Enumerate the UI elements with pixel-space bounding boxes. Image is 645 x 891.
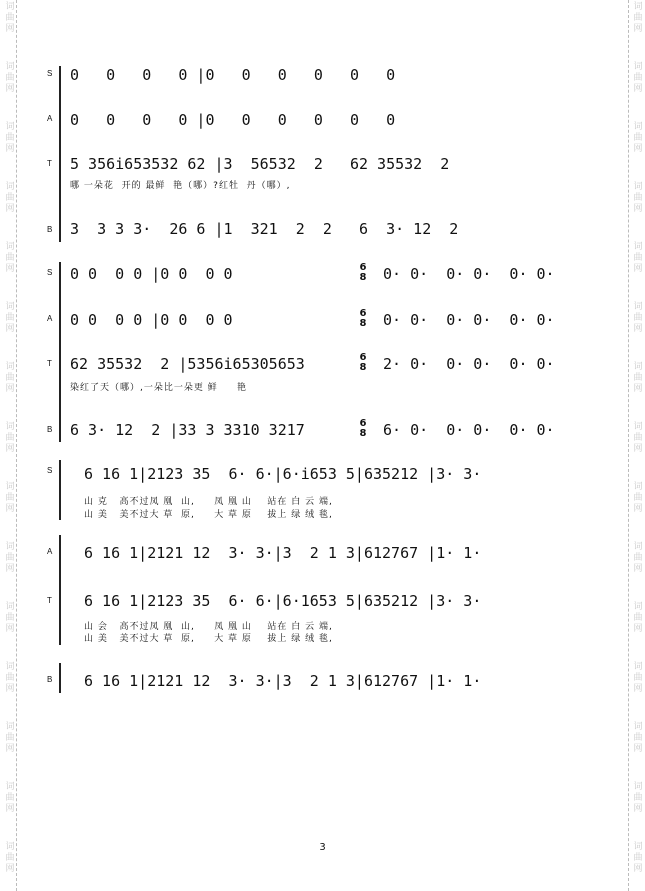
lyrics-t-3-line1: 山 会 高不过凤 凰 山, 凤 凰 山 站在 白 云 端, [84,622,333,632]
system-1-brace [59,66,61,242]
system-3-brace-at [59,535,61,645]
watermark-text: 词 曲 网 [5,782,15,814]
notes-t-1: 5 356i653532 62 |3 56532 2 62 35532 2 [70,155,450,173]
lyrics-t-1: 哪 一朵花 开的 最鲜 艳（哪）?红牡 丹（哪）, [70,181,291,191]
time-signature: 6 8 [359,308,367,329]
watermark-text: 词 曲 网 [5,242,15,274]
watermark-text: 词 曲 网 [5,122,15,154]
notes-a-3: 6 16 1|2121 12 3· 3·|3 2 1 3|612767 |1· 1· [84,544,482,562]
system-3-brace-s [59,460,61,520]
notes-s-2: 0 0 0 0 |0 0 0 0 [70,265,242,283]
watermark-text: 词 曲 网 [633,602,643,634]
watermark-text: 词 曲 网 [633,302,643,334]
time-signature: 6 8 [359,262,367,283]
notes-b-1: 3 3 3 3· 26 6 |1 321 2 2 6 3· 12 2 [70,220,459,238]
part-label-s: S [47,268,53,277]
time-signature: 6 8 [359,418,367,439]
part-label-s: S [47,466,53,475]
watermark-text: 词 曲 网 [5,62,15,94]
part-label-b: B [47,225,53,234]
lyrics-t-2: 染红了天（哪）,一朵比一朵更 鲜 艳 [70,383,248,393]
part-label-a: A [47,547,53,556]
notes-b-3: 6 16 1|2121 12 3· 3·|3 2 1 3|612767 |1· 1· [84,672,482,690]
notes-s-1: 0 0 0 0 |0 0 0 0 0 0 [70,66,396,84]
watermark-text: 词 曲 网 [5,2,15,34]
notes-b-2: 6 3· 12 2 |33 3 3310 3217 [70,421,305,439]
part-label-a: A [47,114,53,123]
notes-t-2-tail: 2· 0· 0· 0· 0· 0· [383,355,555,373]
watermark-text: 词 曲 网 [5,842,15,874]
notes-a-2: 0 0 0 0 |0 0 0 0 [70,311,242,329]
watermark-text: 词 曲 网 [633,122,643,154]
part-label-b: B [47,675,53,684]
watermark-text: 词 曲 网 [633,2,643,34]
watermark-text: 词 曲 网 [5,662,15,694]
watermark-text: 词 曲 网 [633,182,643,214]
watermark-text: 词 曲 网 [633,422,643,454]
watermark-text: 词 曲 网 [633,782,643,814]
notes-b-2-tail: 6· 0· 0· 0· 0· 0· [383,421,555,439]
watermark-text: 词 曲 网 [633,482,643,514]
lyrics-s-3-line1: 山 克 高不过凤 凰 山, 凤 凰 山 站在 白 云 端, [84,497,333,507]
watermark-text: 词 曲 网 [633,842,643,874]
watermark-text: 词 曲 网 [5,302,15,334]
watermark-text: 词 曲 网 [633,662,643,694]
system-2-brace [59,262,61,442]
notes-t-3: 6 16 1|2123 35 6· 6·|6·1653 5|635212 |3· 3· [84,592,482,610]
part-label-t: T [47,359,52,368]
part-label-t: T [47,596,52,605]
watermark-text: 词 曲 网 [5,542,15,574]
watermark-text: 词 曲 网 [633,62,643,94]
notes-s-3: 6 16 1|2123 35 6· 6·|6·i653 5|635212 |3· 3· [84,465,482,483]
time-signature: 6 8 [359,352,367,373]
watermark-text: 词 曲 网 [633,722,643,754]
watermark-text: 词 曲 网 [5,422,15,454]
notes-a-2-tail: 0· 0· 0· 0· 0· 0· [383,311,555,329]
part-label-t: T [47,159,52,168]
page-number: 3 [319,842,326,853]
watermark-text: 词 曲 网 [5,362,15,394]
watermark-text: 词 曲 网 [5,602,15,634]
lyrics-s-3-line2: 山 美 美不过大 草 原, 大 草 原 拔上 绿 绒 毯, [84,510,333,520]
part-label-s: S [47,69,53,78]
system-3-brace-b [59,663,61,693]
watermark-text: 词 曲 网 [5,722,15,754]
lyrics-t-3-line2: 山 美 美不过大 草 原, 大 草 原 拔上 绿 绒 毯, [84,634,333,644]
watermark-text: 词 曲 网 [5,482,15,514]
watermark-text: 词 曲 网 [633,542,643,574]
watermark-text: 词 曲 网 [5,182,15,214]
notes-t-2: 62 35532 2 |5356i65305653 [70,355,305,373]
part-label-a: A [47,314,53,323]
part-label-b: B [47,425,53,434]
notes-s-2-tail: 0· 0· 0· 0· 0· 0· [383,265,555,283]
watermark-text: 词 曲 网 [633,362,643,394]
notes-a-1: 0 0 0 0 |0 0 0 0 0 0 [70,111,396,129]
watermark-text: 词 曲 网 [633,242,643,274]
